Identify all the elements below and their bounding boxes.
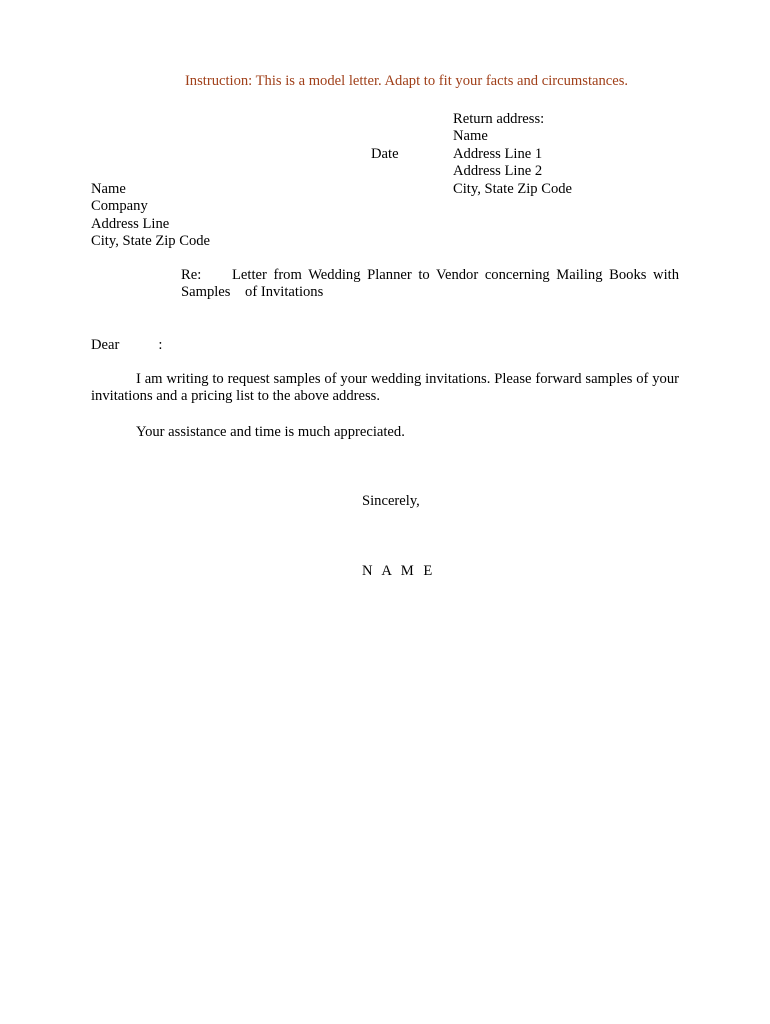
salutation-colon: :: [158, 337, 163, 353]
return-address-block: [453, 111, 572, 198]
signature-name: N A M E: [362, 563, 436, 579]
return-address-name: Name: [453, 128, 488, 145]
return-address-label: Return address:: [453, 111, 545, 127]
subject-reference: [181, 267, 679, 302]
recipient-name: Name: [91, 181, 126, 197]
instruction-note: Instruction: This is a model letter. Adapt to fit your facts and circumstances.: [184, 73, 629, 89]
body-paragraph-1: I am writing to request samples of your wedding invitations. Please forward samples of your invitations and a pricing list to the above address.: [91, 371, 679, 405]
recipient-city-state-zip: City, State Zip Code: [91, 233, 211, 250]
salutation-word: Dear: [91, 337, 120, 353]
re-label: Re:: [181, 267, 202, 283]
closing: Sincerely,: [362, 493, 420, 509]
recipient-company: Company: [91, 198, 148, 215]
recipient-address-line: Address Line: [91, 215, 170, 232]
return-address-line2: Address Line 2: [453, 163, 543, 180]
recipient-address-block: [91, 181, 210, 251]
return-address-city-state-zip: City, State Zip Code: [453, 180, 573, 197]
re-subject-line1: Letter from Wedding Planner to Vendor concerning Mailing Books with: [232, 267, 679, 283]
body-paragraph-2: Your assistance and time is much appreciated.: [136, 424, 405, 440]
return-address-line1: Address Line 1: [453, 145, 543, 162]
re-subject-line2: Samples of Invitations: [181, 284, 324, 301]
letter-date: Date: [371, 146, 399, 162]
salutation: [91, 337, 162, 354]
